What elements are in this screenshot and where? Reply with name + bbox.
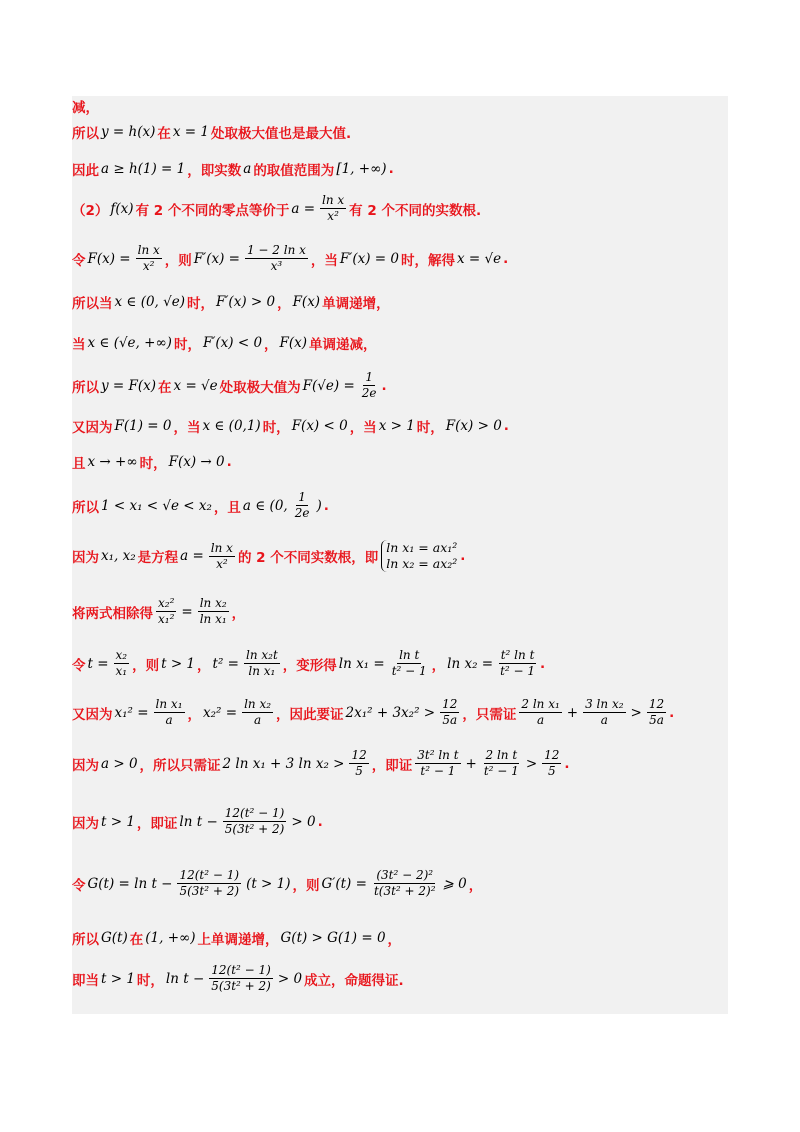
denominator: t² − 1 bbox=[391, 664, 427, 678]
solution-line bbox=[72, 193, 481, 224]
math: F′(x) = bbox=[193, 250, 240, 267]
text: ，所以只需证 bbox=[139, 757, 221, 774]
fraction bbox=[209, 541, 235, 572]
solution-line bbox=[72, 490, 329, 521]
denominator: x₁² bbox=[158, 612, 175, 626]
math: x₁² = bbox=[114, 704, 149, 721]
text: 即当 bbox=[72, 972, 99, 989]
math: F(x) < 0 bbox=[291, 418, 348, 434]
fraction bbox=[177, 868, 241, 899]
text: ，则 bbox=[132, 657, 160, 674]
math: F′(x) > 0 bbox=[216, 294, 276, 310]
text: （2） bbox=[72, 202, 109, 219]
solution-line bbox=[72, 96, 99, 116]
fraction bbox=[223, 806, 287, 837]
fraction bbox=[360, 370, 379, 401]
numerator: ln x bbox=[137, 243, 160, 257]
math: ln x₂ = bbox=[447, 655, 494, 672]
text: 因为 bbox=[72, 815, 99, 832]
math: a bbox=[243, 161, 252, 177]
text: 所以 bbox=[72, 932, 99, 948]
numerator: x₂² bbox=[158, 596, 175, 610]
denominator: ln x₁ bbox=[248, 664, 276, 678]
solution-line bbox=[72, 243, 508, 274]
math: F(√e) = bbox=[302, 377, 355, 394]
text: . bbox=[388, 161, 394, 177]
math: t > 1 bbox=[101, 970, 135, 987]
solution-line bbox=[72, 122, 351, 142]
denominator: a bbox=[537, 713, 545, 727]
math: y = h(x) bbox=[101, 124, 156, 140]
fraction bbox=[498, 648, 537, 679]
text: ，因此要证 bbox=[276, 706, 344, 723]
numerator: 12 bbox=[544, 748, 560, 762]
fraction bbox=[349, 748, 368, 779]
math: ln t − bbox=[165, 970, 205, 987]
fraction bbox=[583, 697, 625, 728]
math: > bbox=[630, 704, 642, 721]
numerator: 1 bbox=[298, 490, 306, 504]
denominator: t² − 1 bbox=[483, 764, 519, 778]
numerator: ln x bbox=[210, 540, 233, 555]
numerator: 12(t² − 1) bbox=[211, 963, 271, 977]
text: 成立，命题得证. bbox=[304, 972, 404, 989]
solution-line bbox=[72, 596, 245, 627]
math: ln x₁ = bbox=[338, 655, 385, 672]
solution-line bbox=[72, 416, 509, 436]
text: 是方程 bbox=[137, 550, 179, 566]
fraction bbox=[114, 648, 130, 679]
text: 单调递增， bbox=[322, 296, 390, 312]
text: ，则 bbox=[164, 252, 192, 269]
text: 因为 bbox=[72, 550, 99, 566]
text: ，即证 bbox=[136, 815, 178, 832]
text: ，即实数 bbox=[187, 163, 242, 179]
text: . bbox=[323, 497, 329, 514]
math: x > 1 bbox=[378, 418, 415, 434]
text: . bbox=[381, 377, 387, 394]
denominator: x₁ bbox=[115, 664, 128, 678]
numerator: ln x₂ bbox=[244, 697, 272, 711]
math: a ∈ (0, bbox=[242, 497, 288, 514]
fraction bbox=[415, 748, 460, 779]
fraction bbox=[519, 697, 561, 728]
equation-system bbox=[381, 540, 457, 572]
solution-line bbox=[72, 540, 465, 572]
math: 1 < x₁ < √e < x₂ bbox=[101, 497, 212, 514]
fraction bbox=[647, 697, 666, 728]
solution-line bbox=[72, 963, 404, 994]
text: 因为 bbox=[72, 757, 99, 774]
math: x ∈ (0, √e) bbox=[114, 294, 185, 310]
numerator: ln x₂t bbox=[245, 648, 278, 662]
math: ⩾ 0 bbox=[442, 875, 467, 892]
numerator: 3t² ln t bbox=[417, 748, 459, 762]
text: ，当 bbox=[310, 252, 338, 269]
numerator: ln x₂ bbox=[199, 596, 227, 610]
math: a > 0 bbox=[101, 755, 138, 772]
text: ， bbox=[387, 932, 402, 948]
text: 因此 bbox=[72, 163, 99, 179]
denominator: x² bbox=[142, 259, 155, 273]
fraction bbox=[245, 243, 308, 274]
numerator: 12 bbox=[442, 697, 458, 711]
fraction bbox=[440, 697, 459, 728]
math: G′(t) = bbox=[321, 875, 367, 892]
text: ， bbox=[264, 337, 278, 353]
denominator: 5(3t² + 2) bbox=[211, 979, 271, 993]
solution-line bbox=[72, 648, 545, 679]
denominator: 5a bbox=[442, 713, 458, 727]
solution-line bbox=[72, 159, 394, 179]
text: ， bbox=[431, 657, 446, 674]
denominator: x² bbox=[216, 556, 228, 571]
numerator: 12(t² − 1) bbox=[179, 868, 240, 882]
text: ，即证 bbox=[371, 757, 413, 774]
text: 上单调递增， bbox=[197, 932, 279, 948]
math: a = bbox=[291, 200, 316, 217]
numerator: t² ln t bbox=[500, 648, 535, 662]
math: G(t) = ln t − bbox=[87, 875, 173, 892]
text: 所以 bbox=[72, 499, 99, 516]
math: F′(x) = 0 bbox=[339, 250, 399, 267]
math: F(x) bbox=[279, 335, 308, 351]
numerator: 12(t² − 1) bbox=[224, 806, 285, 820]
text: 处取极大值也是最大值. bbox=[210, 126, 352, 142]
denominator: x² bbox=[327, 209, 339, 223]
text: . bbox=[460, 548, 466, 564]
math: (t > 1) bbox=[246, 875, 291, 892]
numerator: 1 bbox=[365, 370, 373, 384]
solution-line bbox=[72, 333, 377, 353]
text: . bbox=[540, 655, 546, 672]
text: ， bbox=[468, 877, 483, 894]
math: G(t) > G(1) = 0 bbox=[280, 930, 386, 946]
fraction bbox=[136, 243, 162, 274]
text: ，且 bbox=[213, 499, 241, 516]
numerator: 12 bbox=[351, 748, 367, 762]
math: F(x) = bbox=[87, 250, 131, 267]
fraction bbox=[242, 697, 273, 728]
math: (1, +∞) bbox=[145, 930, 196, 946]
denominator: 5 bbox=[547, 764, 556, 778]
numerator: 2 ln x₁ bbox=[521, 697, 560, 711]
text: 时， bbox=[136, 972, 164, 989]
text: ，当 bbox=[349, 420, 377, 436]
math: ln t − bbox=[179, 813, 218, 830]
fraction bbox=[154, 697, 185, 728]
solution-line bbox=[72, 868, 482, 899]
denominator: t(3t² + 2)² bbox=[373, 884, 436, 898]
math: x → +∞ bbox=[87, 454, 138, 470]
math: > bbox=[525, 755, 538, 772]
text: 且 bbox=[72, 456, 86, 472]
text: ， bbox=[231, 605, 246, 622]
math: a = bbox=[180, 548, 204, 564]
text: . bbox=[669, 704, 675, 721]
math: F(x) bbox=[292, 294, 321, 310]
text: 时， bbox=[173, 337, 201, 353]
math: x = √e bbox=[456, 250, 502, 267]
numerator: (3t² − 2)² bbox=[376, 868, 434, 882]
denominator: t² − 1 bbox=[500, 664, 536, 678]
denominator: a bbox=[165, 713, 173, 727]
text: 的 2 个不同实数根，即 bbox=[237, 550, 379, 566]
fraction bbox=[198, 596, 229, 627]
math: x₂² = bbox=[203, 704, 238, 721]
text: 处取极大值为 bbox=[219, 379, 301, 396]
fraction bbox=[320, 193, 346, 224]
fraction bbox=[209, 963, 273, 994]
text: 时，解得 bbox=[400, 252, 455, 269]
solution-line bbox=[72, 452, 232, 472]
math: x = 1 bbox=[172, 124, 209, 140]
text: 令 bbox=[72, 877, 86, 894]
denominator: 5(3t² + 2) bbox=[179, 884, 240, 898]
fraction bbox=[372, 868, 438, 899]
math: x₁, x₂ bbox=[101, 548, 136, 564]
text: 有 2 个不同的零点等价于 bbox=[135, 202, 290, 219]
numerator: x₂ bbox=[115, 648, 128, 662]
numerator: ln t bbox=[399, 648, 420, 662]
text: . bbox=[317, 813, 323, 830]
math: + bbox=[566, 704, 579, 721]
text: 减， bbox=[72, 100, 99, 116]
math: F(x) > 0 bbox=[445, 418, 502, 434]
math: t² = bbox=[212, 655, 239, 672]
text: . bbox=[226, 454, 232, 470]
text: 令 bbox=[72, 252, 86, 269]
text: 时， bbox=[139, 456, 167, 472]
text: 在 bbox=[129, 932, 144, 948]
text: 令 bbox=[72, 657, 86, 674]
math: > 0 bbox=[291, 813, 316, 830]
math: t > 1 bbox=[161, 655, 196, 672]
math: G(t) bbox=[101, 930, 128, 946]
text: 的取值范围为 bbox=[253, 163, 335, 179]
text: 所以当 bbox=[72, 296, 113, 312]
fraction bbox=[390, 648, 429, 679]
solution-line bbox=[72, 370, 387, 401]
math: f(x) bbox=[110, 200, 134, 217]
text: 单调递减， bbox=[309, 337, 377, 353]
text: . bbox=[564, 755, 570, 772]
denominator: 2e bbox=[361, 386, 377, 400]
text: 又因为 bbox=[72, 420, 113, 436]
math: 2 ln x₁ + 3 ln x₂ > bbox=[222, 755, 345, 772]
numerator: ln x bbox=[322, 193, 345, 207]
math: = bbox=[181, 603, 193, 620]
numerator: 2 ln t bbox=[485, 748, 518, 762]
text: ， bbox=[197, 657, 211, 674]
math: t = bbox=[87, 655, 109, 672]
math: + bbox=[465, 755, 477, 772]
numerator: 12 bbox=[648, 697, 665, 711]
text: ，只需证 bbox=[462, 706, 517, 723]
text: 时， bbox=[262, 420, 290, 436]
solution-line bbox=[72, 928, 401, 948]
math: a ≥ h(1) = 1 bbox=[101, 161, 186, 177]
denominator: ln x₁ bbox=[199, 612, 227, 626]
text: ，则 bbox=[292, 877, 320, 894]
text: ， bbox=[187, 706, 202, 723]
math: > 0 bbox=[277, 970, 303, 987]
fraction bbox=[293, 490, 312, 521]
denominator: a bbox=[253, 713, 262, 727]
math: [1, +∞) bbox=[336, 161, 387, 177]
math: F(1) = 0 bbox=[114, 418, 172, 434]
denominator: x³ bbox=[270, 259, 283, 273]
fraction bbox=[244, 648, 280, 679]
numerator: 1 − 2 ln x bbox=[246, 243, 306, 257]
solution-line bbox=[72, 748, 570, 779]
text: 将两式相除得 bbox=[72, 605, 153, 622]
fraction bbox=[156, 596, 176, 627]
text: 在 bbox=[158, 379, 172, 396]
text: 所以 bbox=[72, 126, 99, 142]
math: F′(x) < 0 bbox=[202, 335, 263, 351]
math: x ∈ (√e, +∞) bbox=[87, 335, 172, 351]
math: y = F(x) bbox=[101, 377, 157, 394]
math: ) bbox=[316, 497, 322, 514]
denominator: t² − 1 bbox=[420, 764, 456, 778]
numerator: ln x₁ bbox=[155, 697, 183, 711]
text: 在 bbox=[157, 126, 171, 142]
text: 又因为 bbox=[72, 706, 113, 723]
text: 有 2 个不同的实数根. bbox=[349, 202, 482, 219]
denominator: 5a bbox=[649, 713, 664, 727]
denominator: 2e bbox=[294, 506, 310, 520]
fraction bbox=[482, 748, 521, 779]
math: x ∈ (0,1) bbox=[202, 418, 261, 434]
math: F(x) → 0 bbox=[168, 454, 225, 470]
math: t > 1 bbox=[101, 813, 135, 830]
text: 时， bbox=[416, 420, 444, 436]
denominator: 5(3t² + 2) bbox=[224, 822, 285, 836]
text: 当 bbox=[72, 337, 86, 353]
text: . bbox=[503, 418, 509, 434]
text: ，变形得 bbox=[282, 657, 337, 674]
numerator: 3 ln x₂ bbox=[585, 697, 624, 711]
equation: ln x₂ = ax₂² bbox=[386, 556, 458, 571]
denominator: a bbox=[600, 713, 608, 727]
text: ， bbox=[277, 296, 291, 312]
text: ，当 bbox=[173, 420, 201, 436]
fraction bbox=[542, 748, 561, 779]
solution-line bbox=[72, 806, 323, 837]
math: 2x₁² + 3x₂² > bbox=[345, 704, 436, 721]
solution-line bbox=[72, 697, 674, 728]
math: x = √e bbox=[173, 377, 218, 394]
text: . bbox=[503, 250, 509, 267]
solution-line bbox=[72, 292, 390, 312]
equation: ln x₁ = ax₁² bbox=[386, 540, 458, 555]
text: 所以 bbox=[72, 379, 99, 396]
text: 时， bbox=[187, 296, 214, 312]
denominator: 5 bbox=[355, 764, 363, 778]
